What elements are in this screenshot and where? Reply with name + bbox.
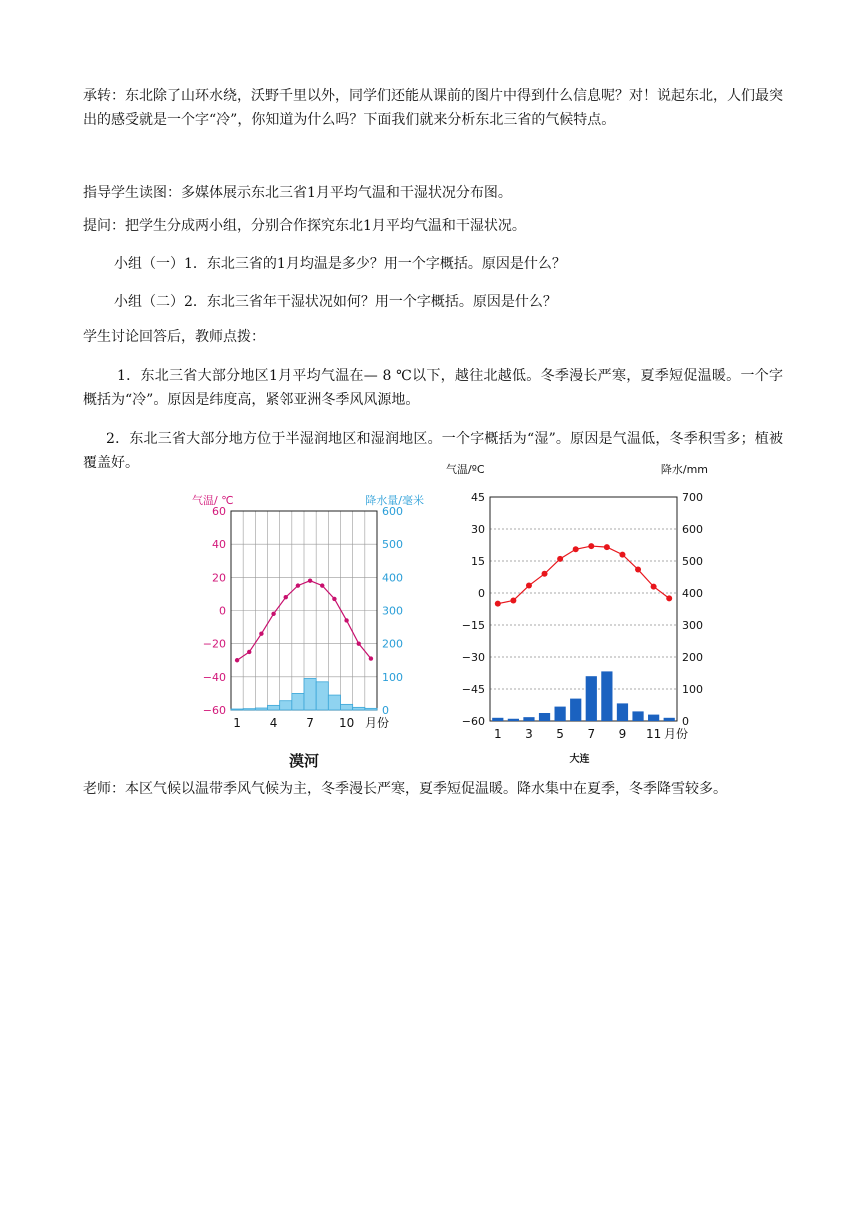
temperature-point (332, 597, 336, 601)
month-tick-label: 10 (338, 716, 355, 730)
temperature-point (542, 571, 548, 577)
chart-title: 大连 (569, 754, 590, 765)
paragraph-discussion: 学生讨论回答后，教师点拨： (83, 329, 265, 345)
paragraph-guide: 指导学生读图：多媒体展示东北三省1月平均气温和干湿状况分布图。 (83, 185, 512, 201)
precipitation-bar (292, 693, 304, 710)
month-tick-label: 1 (233, 716, 241, 730)
month-tick-label: 4 (269, 716, 278, 730)
temperature-point (247, 650, 251, 654)
precipitation-bar (601, 671, 612, 721)
month-tick-label: 7 (306, 716, 314, 730)
temperature-tick-label: 60 (212, 505, 226, 518)
precipitation-tick-label: 100 (382, 670, 403, 684)
precipitation-bar (648, 715, 659, 721)
temperature-tick-label: −15 (461, 619, 485, 632)
precipitation-tick-label: 0 (382, 704, 389, 717)
temperature-point (573, 546, 579, 552)
month-tick-label: 5 (556, 727, 564, 741)
temperature-tick-label: −60 (461, 715, 485, 728)
temperature-tick-label: −30 (461, 651, 485, 664)
precipitation-tick-label: 400 (382, 571, 403, 585)
plot-frame (490, 497, 677, 721)
temperature-tick-label: 20 (212, 571, 226, 585)
precipitation-bar (555, 707, 566, 721)
temperature-point (259, 632, 263, 636)
precipitation-tick-label: 300 (382, 604, 403, 618)
precipitation-axis-label: 降水/mm (660, 463, 708, 476)
precipitation-bar (328, 695, 340, 710)
chart-title: 漠河 (288, 752, 320, 770)
temperature-point (510, 597, 516, 603)
temperature-point (666, 595, 672, 601)
precipitation-tick-label: 200 (382, 637, 403, 651)
temperature-point (619, 552, 625, 558)
precipitation-bar (632, 711, 643, 721)
temperature-point (557, 556, 563, 562)
temperature-tick-label: 0 (478, 587, 485, 600)
precipitation-bar (304, 678, 316, 710)
precipitation-bar (492, 718, 503, 721)
temperature-axis-label: 气温/ ℃ (192, 494, 234, 507)
precipitation-tick-label: 400 (682, 587, 703, 600)
paragraph-answer-two: 2．东北三省大部分地方位于半湿润地区和湿润地区。一个字概括为“湿”。原因是气温低，冬季积雪多；植被覆盖好。 (83, 431, 783, 471)
precipitation-bar (280, 701, 292, 710)
paragraph-group-two: 小组（二）2．东北三省年干湿状况如何？用一个字概括。原因是什么？ (114, 294, 557, 310)
temperature-point (235, 658, 239, 662)
precipitation-bar (523, 717, 534, 721)
paragraph-question: 提问：把学生分成两小组，分别合作探究东北1月平均气温和干湿状况。 (83, 218, 526, 234)
precipitation-bar (586, 676, 597, 721)
temperature-point (588, 543, 594, 549)
temperature-point (296, 583, 300, 587)
temperature-point (651, 584, 657, 590)
month-tick-label: 1 (493, 727, 502, 741)
temperature-tick-label: −60 (202, 704, 226, 717)
temperature-tick-label: 15 (471, 555, 485, 568)
x-axis-label: 月份 (664, 727, 689, 741)
precipitation-bar (268, 705, 280, 710)
precipitation-bar (231, 709, 243, 710)
precipitation-tick-label: 600 (382, 505, 403, 518)
temperature-point (320, 583, 324, 587)
temperature-point (284, 595, 288, 599)
temperature-tick-label: −45 (461, 683, 485, 696)
temperature-point (369, 656, 373, 660)
temperature-line (498, 546, 669, 604)
temperature-axis-label: 气温/ºC (446, 463, 485, 476)
precipitation-tick-label: 200 (682, 651, 703, 664)
temperature-tick-label: 30 (471, 523, 485, 536)
precipitation-bar (664, 718, 675, 721)
temperature-point (357, 641, 361, 645)
temperature-tick-label: 40 (212, 538, 226, 552)
temperature-tick-label: 0 (219, 604, 226, 618)
x-axis-label: 月份 (365, 716, 390, 730)
precipitation-axis-label: 降水量/毫米 (365, 494, 424, 507)
precipitation-bar (570, 699, 581, 721)
climate-chart-mohe (180, 488, 430, 778)
temperature-point (604, 544, 610, 550)
precipitation-bar (255, 708, 267, 710)
climate-chart-dalian (440, 455, 710, 770)
precipitation-tick-label: 300 (682, 619, 703, 632)
month-tick-label: 3 (525, 727, 533, 741)
precipitation-tick-label: 0 (682, 715, 689, 728)
paragraph-transition: 承转：东北除了山环水绕，沃野千里以外，同学们还能从课前的图片中得到什么信息呢？对！说起东北，人们最突出的感受就是一个字“冷”，你知道为什么吗？下面我们就来分析东北三省的气候特点。 (83, 88, 783, 128)
precipitation-bar (365, 708, 377, 710)
paragraph-teacher-summary: 老师：本区气候以温带季风气候为主，冬季漫长严寒，夏季短促温暖。降水集中在夏季，冬季降雪较多。 (83, 781, 727, 797)
month-tick-label: 9 (618, 727, 627, 741)
paragraph-answer-one: 1．东北三省大部分地区1月平均气温在— 8 ℃以下，越往北越低。冬季漫长严寒，夏季短促温暖。一个字概括为“冷”。原因是纬度高，紧邻亚洲冬季风风源地。 (83, 368, 783, 408)
precipitation-tick-label: 100 (682, 683, 703, 696)
precipitation-tick-label: 500 (682, 555, 703, 568)
precipitation-bar (617, 703, 628, 721)
precipitation-tick-label: 600 (682, 523, 703, 536)
precipitation-bar (508, 719, 519, 721)
month-tick-label: 11 (645, 727, 662, 741)
precipitation-tick-label: 500 (382, 538, 403, 552)
temperature-point (344, 618, 348, 622)
temperature-tick-label: −40 (202, 670, 226, 684)
temperature-point (635, 567, 641, 573)
precipitation-bar (341, 704, 353, 710)
precipitation-bar (353, 707, 365, 710)
paragraph-group-one: 小组（一）1．东北三省的1月均温是多少？用一个字概括。原因是什么？ (114, 256, 566, 272)
precipitation-tick-label: 700 (682, 491, 703, 504)
precipitation-bar (539, 713, 550, 721)
month-tick-label: 7 (587, 727, 596, 741)
temperature-point (308, 578, 312, 582)
temperature-point (271, 612, 275, 616)
temperature-tick-label: 45 (471, 491, 485, 504)
temperature-tick-label: −20 (202, 637, 226, 651)
temperature-point (495, 601, 501, 607)
precipitation-bar (243, 709, 255, 710)
temperature-point (526, 583, 532, 589)
precipitation-bar (316, 682, 328, 710)
